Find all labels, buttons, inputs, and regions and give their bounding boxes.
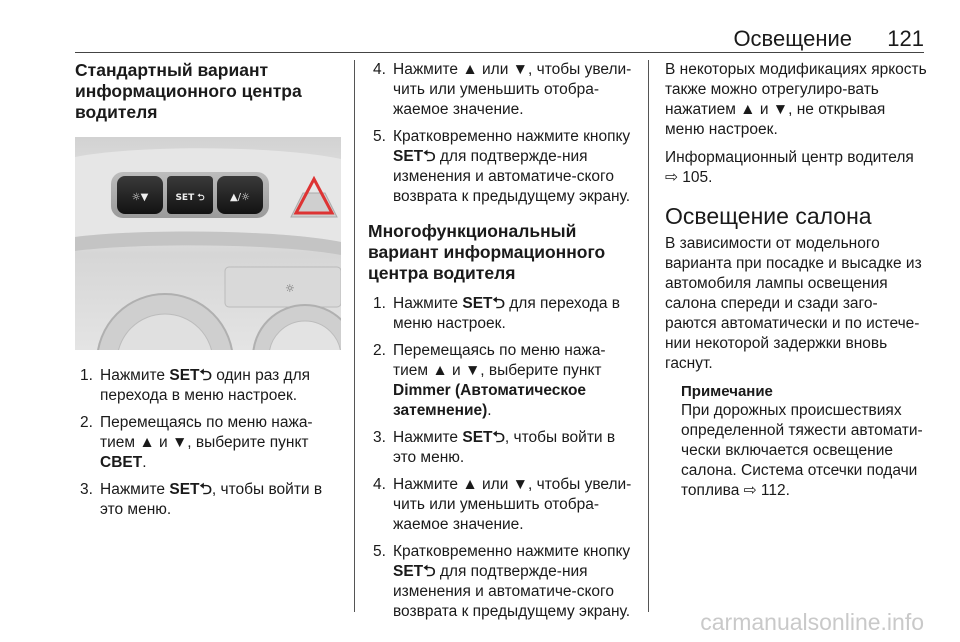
steps-list-continued <box>368 60 634 207</box>
section-heading-large: Освещение салона <box>665 203 872 229</box>
list-item: 2. Перемещаясь по меню нажа-тием ▲ и ▼, выберите пункт СВЕТ. <box>80 414 313 471</box>
section-heading: Многофункциональный вариант информационного центра водителя <box>368 221 606 283</box>
list-item: 2. Перемещаясь по меню нажа-тием ▲ и ▼, выберите пункт Dimmer (Автоматическое затемнение). <box>373 342 606 419</box>
column-divider <box>648 60 649 612</box>
list-item: 1. Нажмите SET⮌ один раз для перехода в меню настроек. <box>80 367 311 404</box>
note-title: Примечание <box>681 383 773 400</box>
set-button-ref: SET⮌ <box>393 563 436 580</box>
list-item: 3. Нажмите SET⮌, чтобы войти в это меню. <box>373 429 616 466</box>
column-3 <box>665 60 927 509</box>
note-text: При дорожных происшествиях определенной тяжести автомати-чески включается освещение салона. Система отсечки подачи топлива ⇨ 112. <box>681 402 923 499</box>
page-header <box>75 22 924 53</box>
list-item: 1. Нажмите SET⮌ для перехода в меню настроек. <box>373 295 620 332</box>
menu-item-ref: Dimmer (Автоматическое затемнение) <box>393 382 587 419</box>
set-button-ref: SET⮌ <box>393 148 436 165</box>
section-heading: Стандартный вариант информационного центра водителя <box>75 60 302 122</box>
button-dimmer-label: ☼▼ <box>131 192 149 203</box>
fan-icon: ☼ <box>285 282 295 295</box>
column-1 <box>75 60 343 527</box>
set-button-ref: SET⮌ <box>169 481 212 498</box>
steps-list <box>75 366 343 520</box>
page-number: 121 <box>887 26 924 51</box>
list-item: 3. Нажмите SET⮌, чтобы войти в это меню. <box>80 481 323 518</box>
paragraph: В зависимости от модельного варианта при посадке и высадке из автомобиля лампы освещения салона спереди и сзади заго-раются автоматически и по истече-нии некоторой задержки вновь гаснут. <box>665 235 922 372</box>
set-button-ref: SET⮌ <box>169 367 212 384</box>
cross-reference: Информационный центр водителя ⇨ 105. <box>665 149 914 186</box>
dashboard-illustration <box>75 137 341 350</box>
column-divider <box>354 60 355 612</box>
note-box <box>681 382 927 501</box>
watermark: carmanualsonline.info <box>700 609 924 635</box>
set-button-ref: SET⮌ <box>462 295 505 312</box>
menu-item-ref: СВЕТ <box>100 454 143 471</box>
dashboard-photo <box>75 137 341 350</box>
list-item: 4. Нажмите ▲ или ▼, чтобы увели-чить или уменьшить отобра-жаемое значение. <box>373 476 632 533</box>
button-set-label: SET ⮌ <box>175 193 205 203</box>
list-item: 5. Кратковременно нажмите кнопку SET⮌ для подтвержде-ния изменения и автоматиче-ского возврата к предыдущему экрану. <box>373 543 631 620</box>
column-2 <box>368 60 634 629</box>
button-brighten-label: ▲/☼ <box>229 192 251 203</box>
paragraph: В некоторых модификациях яркость также можно отрегулиро-вать нажатием ▲ и ▼, не открывая меню настроек. <box>665 61 927 138</box>
page-title: Освещение <box>733 26 852 51</box>
list-item: 4. Нажмите ▲ или ▼, чтобы увели-чить или уменьшить отобра-жаемое значение. <box>373 61 632 118</box>
set-button-ref: SET⮌ <box>462 429 505 446</box>
list-item: 5. Кратковременно нажмите кнопку SET⮌ для подтвержде-ния изменения и автоматиче-ского возврата к предыдущему экрану. <box>373 128 631 205</box>
steps-list <box>368 294 634 622</box>
